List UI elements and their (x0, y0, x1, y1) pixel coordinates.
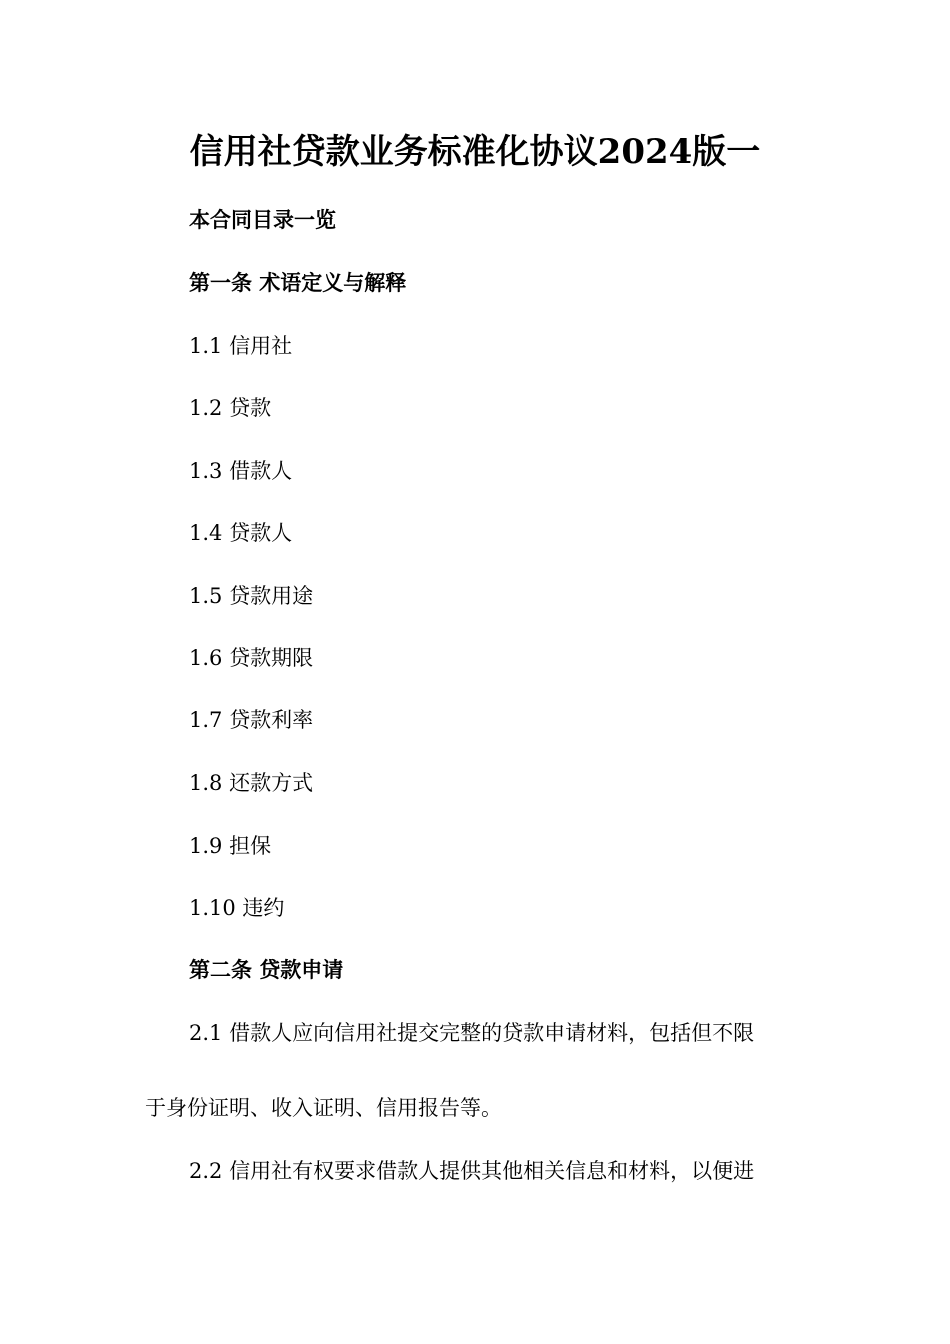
article1-heading: 第一条 术语定义与解释 (189, 270, 407, 295)
toc-item: 1.3 借款人 (189, 459, 293, 483)
article2-heading: 第二条 贷款申请 (189, 957, 344, 982)
toc-item: 1.4 贷款人 (189, 521, 293, 545)
paragraph-2-1-line1: 2.1 借款人应向信用社提交完整的贷款申请材料，包括但不限 (189, 1021, 755, 1045)
toc-item: 1.7 贷款利率 (189, 708, 314, 732)
paragraph-2-2-line1: 2.2 信用社有权要求借款人提供其他相关信息和材料，以便进 (189, 1159, 755, 1183)
document-title: 信用社贷款业务标准化协议2024版一 (189, 132, 761, 172)
toc-item: 1.6 贷款期限 (189, 646, 314, 670)
toc-item: 1.10 违约 (189, 896, 285, 920)
toc-item: 1.2 贷款 (189, 396, 272, 420)
toc-item: 1.5 贷款用途 (189, 584, 314, 608)
toc-item: 1.1 信用社 (189, 334, 293, 358)
toc-item: 1.8 还款方式 (189, 771, 314, 795)
toc-item: 1.9 担保 (189, 834, 272, 858)
toc-heading: 本合同目录一览 (189, 207, 336, 232)
paragraph-2-1-line2: 于身份证明、收入证明、信用报告等。 (145, 1096, 502, 1120)
